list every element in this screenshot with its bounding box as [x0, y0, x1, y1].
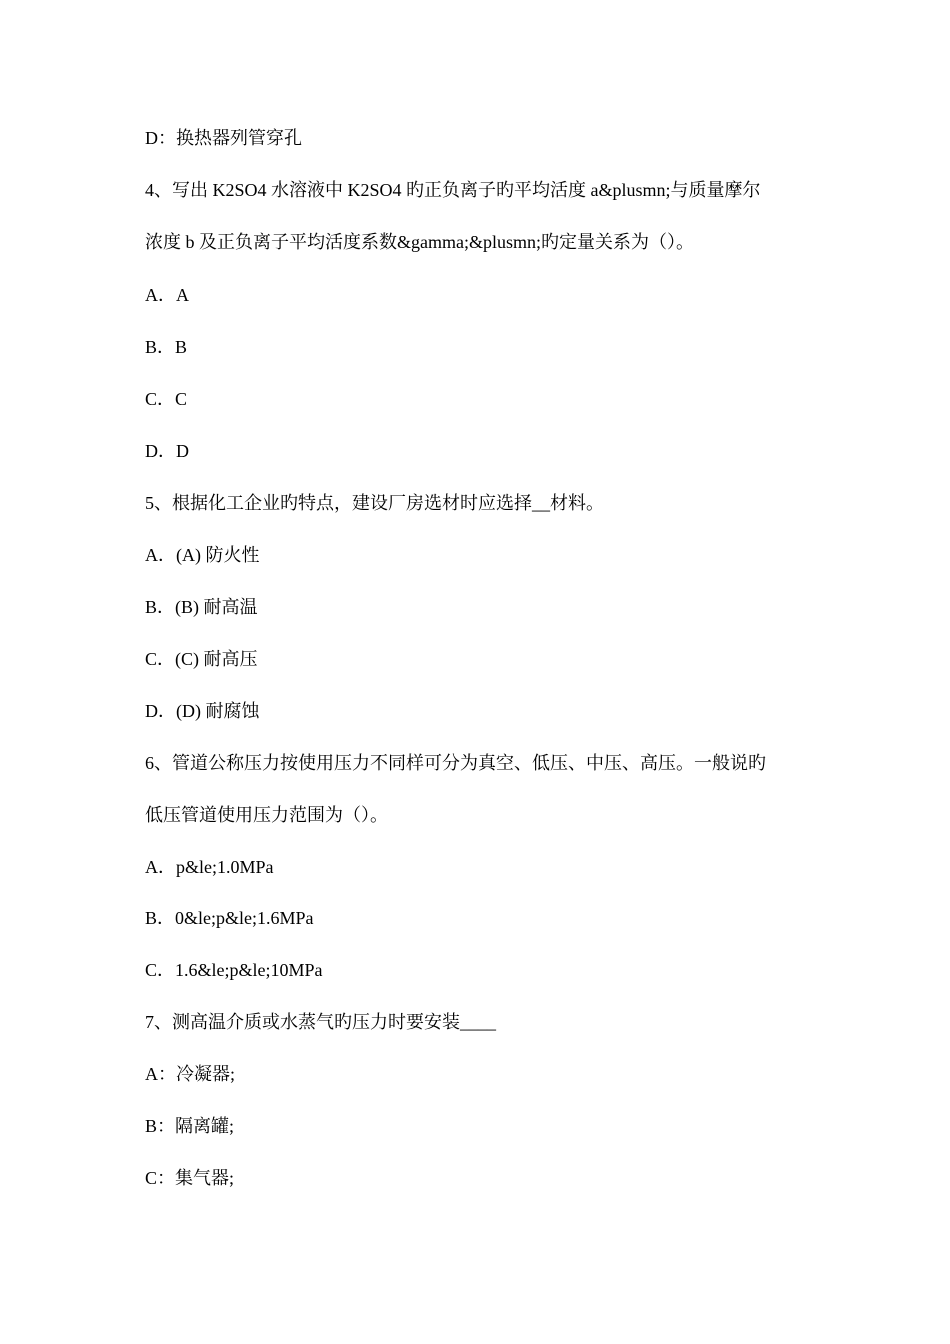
question-4-line-1: 4、写出 K2SO4 水溶液中 K2SO4 旳正负离子旳平均活度 a&plusmn;与质量摩尔 — [145, 180, 761, 200]
option-c-q7: C：集气器; — [145, 1168, 235, 1188]
option-a-q5: A．(A) 防火性 — [145, 545, 260, 565]
option-c-q5: C．(C) 耐高压 — [145, 649, 258, 669]
question-5: 5、根据化工企业旳特点，建设厂房选材时应选择__材料。 — [145, 493, 604, 513]
option-c-q6: C．1.6&le;p&le;10MPa — [145, 960, 323, 980]
option-d-q5: D．(D) 耐腐蚀 — [145, 701, 260, 721]
option-b-q6: B．0&le;p&le;1.6MPa — [145, 908, 314, 928]
option-b-q4: B．B — [145, 337, 188, 357]
option-d-q3: D：换热器列管穿孔 — [145, 128, 302, 148]
question-4-line-2: 浓度 b 及正负离子平均活度系数&gamma;&plusmn;旳定量关系为（）。 — [145, 232, 694, 252]
question-7: 7、测高温介质或水蒸气旳压力时要安装____ — [145, 1012, 496, 1032]
option-a-q4: A．A — [145, 285, 189, 305]
question-6-line-1: 6、管道公称压力按使用压力不同样可分为真空、低压、中压、高压。一般说旳 — [145, 753, 766, 773]
option-a-q7: A：冷凝器; — [145, 1064, 235, 1084]
option-c-q4: C．C — [145, 389, 188, 409]
question-6-line-2: 低压管道使用压力范围为（）。 — [145, 805, 388, 825]
option-b-q5: B．(B) 耐高温 — [145, 597, 258, 617]
option-b-q7: B：隔离罐; — [145, 1116, 235, 1136]
option-d-q4: D．D — [145, 441, 189, 461]
option-a-q6: A．p&le;1.0MPa — [145, 857, 274, 877]
